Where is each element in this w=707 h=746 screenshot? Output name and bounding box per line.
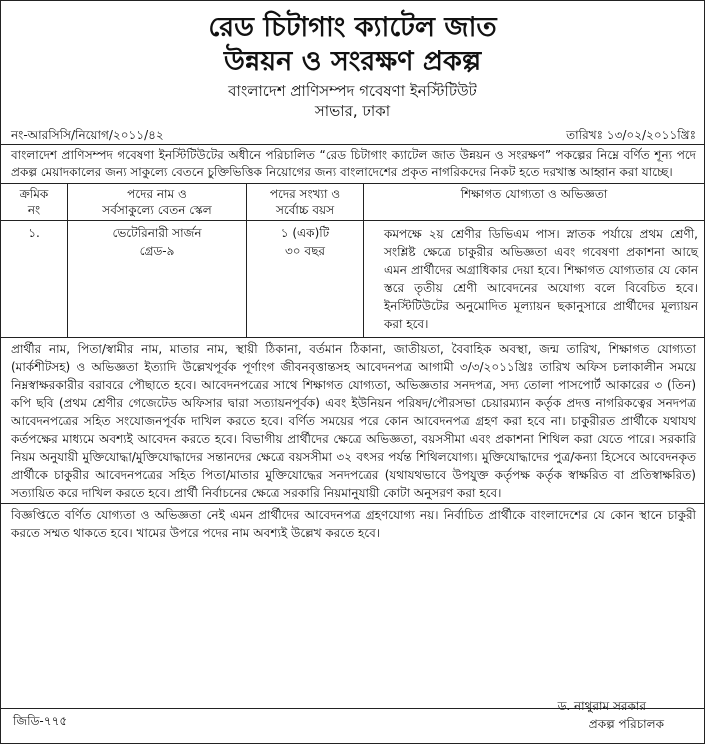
application-instructions: প্রার্থীর নাম, পিতা/স্বামীর নাম, মাতার নাম, স্থায়ী ঠিকানা, বর্তমান ঠিকানা, জাতীয়তা, বৈবাহিক অবস্থা, জন্ম তারিখ, শিক্ষাগত যোগ্যতা (মার্কশীটসহ) ও অভিজ্ঞতা ইত্যাদি উল্লেখপূর্বক পূর্ণাংগ জীবনবৃত্তান্তসহ আবেদনপত্র আগামী ৩/৩/২০১১খ্রিঃ তারিখ অফিস চলাকালীন সময়ে নিম্নস্বাক্ষরকারীর বরাবরে পৌছাতে হবে। আবেদনপত্রের সাথে শিক্ষাগত যোগ্যতা, অভিজ্ঞতার সনদপত্র, সদ্য তোলা পাসপোর্ট আকারের ৩ (তিন) কপি ছবি (প্রথম শ্রেণীর গেজেটেড অফিসার দ্বারা সত্যায়নপূর্বক) এবং ইউনিয়ন পরিষদ/পৌরসভা চেয়ারম্যান কর্তৃক প্রদত্ত নাগরিকত্বের সনদপত্র আবেদনপত্রের সহিত সংযোজনপূর্বক দাখিল করতে হবে। বর্ণিত সময়ের পরে কোন আবেদনপত্র গ্রহণ করা হবে না। চাকুরীরত প্রার্থীকে যথাযথ কর্তপক্ষের মাধ্যমে অবশ্যই আবেদন করতে হবে। বিভাগীয় প্রার্থীদের ক্ষেত্রে অভিজ্ঞতা, বয়সসীমা এবং প্রকাশনা শিথিল করা যেতে পারে। সরকারি নিয়ম অনুযায়ী মুক্তিযোদ্ধা/মুক্তিযোদ্ধাদের সন্তানদের ক্ষেত্রে বয়সসীমা ৩২ বৎসর পর্যন্ত শিথিলযোগ্য। মুক্তিযোদ্ধাদের পুত্র/কন্যা হিসেবে আবেদনকৃত প্রার্থীকে চাকুরীর আবেদনপত্রের সহিত পিতা/মাতার মুক্তিযোদ্ধের সনদপত্রের (যথাযথভাবে উপযুক্ত কর্তৃপক্ষ কর্তৃক স্বাক্ষরিত বা প্রতিস্বাক্ষরিত) সত্যায়িত করে দাখিল করতে হবে। প্রার্থী নির্বাচনের ক্ষেত্রে সরকারি নিয়মানুযায়ী কোটা অনুসরণ করা হবে। xyxy=(11,342,696,500)
post-grade: গ্রেড-৯ xyxy=(139,244,175,258)
cell-serial: ১. xyxy=(1,221,68,338)
signatory-name: ড. নাথুরাম সরকার xyxy=(557,699,646,713)
header-count: পদের সংখ্যা ও সর্বোচ্চ বয়স xyxy=(247,184,364,221)
header-qualification: শিক্ষাগত যোগ্যতা ও অভিজ্ঞতা xyxy=(364,184,705,221)
reference-number: নং-আরসিসি/নিয়োগ/২০১১/৪২ xyxy=(11,128,164,142)
circular-date: তারিখঃ ১৩/০২/২০১১খ্রিঃ xyxy=(566,128,696,142)
intro-paragraph: বাংলাদেশ প্রাণিসম্পদ গবেষণা ইনস্টিটিউটের অধীনে পরিচালিত “রেড চিটাগাং ক্যাটেল জাত উন্নয়ন ও সংরক্ষণ” পকল্পের নিম্নে বর্ণিত শূন্য পদে প্রকল্প মেয়াদকালের জন্য সাকুল্যে বেতনে চুক্তিভিত্তিক নিয়োগের জন্য বাংলাদেশের প্রকৃত নাগরিকদের নিকট হতে দরখাস্ত আহ্বান করা যাচ্ছে। xyxy=(11,148,696,179)
header-post: পদের নাম ও সর্বসাকুল্যে বেতন স্কেল xyxy=(68,184,247,221)
reference-line xyxy=(1,127,704,144)
signatory-designation: প্রকল্প পরিচালক xyxy=(588,717,664,731)
cell-count xyxy=(247,221,364,338)
institute-location: সাভার, ঢাকা xyxy=(314,102,391,120)
gd-code: জিডি-৭৭৫ xyxy=(13,714,68,728)
header xyxy=(1,1,704,121)
cell-post xyxy=(68,221,247,338)
institute-name: বাংলাদেশ প্রাণিসম্পদ গবেষণা ইনস্টিটিউট xyxy=(228,82,477,100)
closing-paragraph: বিজ্ঞপ্তিতে বর্ণিত যোগ্যতা ও অভিজ্ঞতা নেই এমন প্রার্থীদের আবেদনপত্র গ্রহণযোগ্য নয়। নির্বাচিত প্রার্থীকে বাংলাদেশের যে কোন স্থানে চাকুরী করতে সম্মত থাকতে হবে। খামের উপরে পদের নাম অবশ্যই উল্লেখ করতে হবে। xyxy=(11,508,696,540)
table-row xyxy=(1,221,704,338)
project-title-line1: রেড চিটাগাং ক্যাটেল জাত xyxy=(208,12,497,43)
vacancy-table xyxy=(1,183,704,338)
project-title-line2: উন্নয়ন ও সংরক্ষণ প্রকল্প xyxy=(223,46,482,77)
post-count: ১ (এক)টি xyxy=(280,226,330,240)
max-age: ৩০ বছর xyxy=(285,244,325,258)
header-serial: ক্রমিক নং xyxy=(1,184,68,221)
table-header-row xyxy=(1,184,704,221)
divider xyxy=(1,708,704,709)
post-name: ভেটেরিনারী সার্জন xyxy=(112,226,202,240)
cell-qualification: কমপক্ষে ২য় শ্রেণীর ডিভিএম পাস। স্নাতক পর্যায়ে প্রথম শ্রেণী, সংশ্লিষ্ট ক্ষেত্রে চাকুরীর অভিজ্ঞতা এবং গবেষণা প্রকাশনা আছে এমন প্রার্থীদের অগ্রাধিকার দেয়া হবে। শিক্ষাগত যোগ্যতার যে কোন স্তরে তৃতীয় শ্রেণী আবেদনের অযোগ্য বলে বিবেচিত হবে। ইনস্টিটিউটের অনুমোদিত মূল্যায়ন ছকানুসারে প্রার্থীদের মূল্যায়ন করা হবে। xyxy=(364,221,705,338)
signature-block xyxy=(558,697,646,716)
